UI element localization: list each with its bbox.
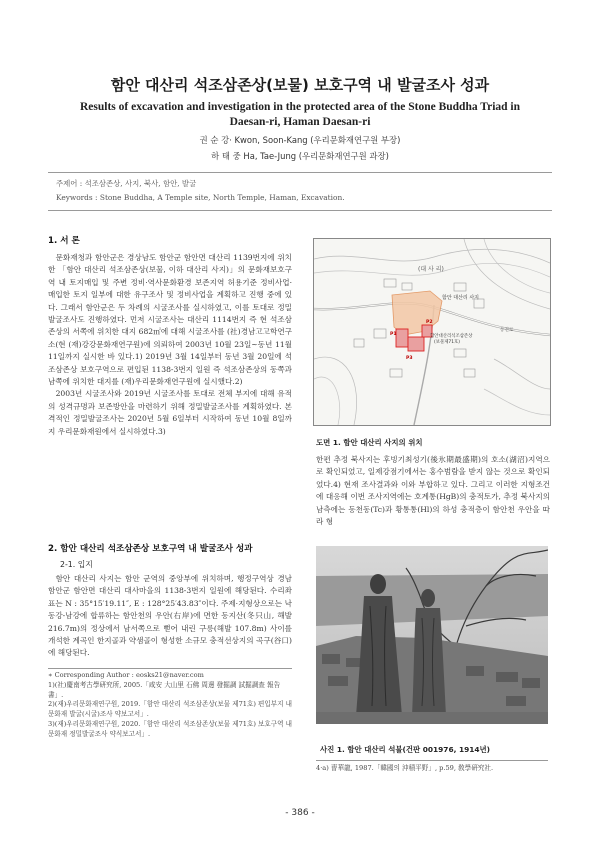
section-2-heading: 2. 함안 대산리 석조삼존상 보호구역 내 발굴조사 성과 xyxy=(48,544,253,554)
photo-drawing xyxy=(316,546,548,724)
corresponding-author: ∗ Corresponding Author : eosks21@naver.com xyxy=(48,671,204,679)
keywords-korean: 주제어 : 석조삼존상, 사지, 북사, 함안, 발굴 xyxy=(56,179,197,188)
section-2-1-heading: 2-1. 입지 xyxy=(60,560,93,569)
author-1: 권 순 강· Kwon, Soon-Kang (우리문화재연구원 부장) xyxy=(199,135,401,145)
page-number: - 386 - xyxy=(285,808,315,818)
author-2: 하 태 중 Ha, Tae-Jung (우리문화재연구원 과장) xyxy=(211,151,389,161)
english-title-line1: Results of excavation and investigation in the protected area of the Stone Buddha Triad in xyxy=(79,101,520,113)
map-drawing xyxy=(314,239,550,425)
map-label-p2: P2 xyxy=(426,320,433,325)
section-1-paragraph: 2003년 시굴조사와 2019년 시굴조사를 토대로 전체 부지에 대해 유적의 성격규명과 보존방안을 마련하기 위해 정밀발굴조사를 계획하였다. 본격적인 정밀발굴조사는 2020년 5월 6일부터 시작하여 동년 10월 8일까지 우리문화재원에서 실시하였다.3) xyxy=(48,389,292,436)
map-label-road: 동전로 xyxy=(500,328,514,333)
map-label-site: 함안 대산리 사지 xyxy=(442,295,479,301)
footnote-3: 3)(재)우리문화재연구원, 2020.「함안 대산리 석조삼존상(보물 제71호) 보호구역 내 문화재 정밀발굴조사 약식보고서」. xyxy=(48,719,292,738)
right-column-body xyxy=(316,454,550,528)
footnote-4: 4·a) 曺華龍, 1987.「韓國의 沖積平野」, p.59, 敎學硏究社. xyxy=(316,764,494,772)
map-label-village: (대 사 리) xyxy=(418,266,444,273)
english-title-line2: Daesan-ri, Haman Daesan-ri xyxy=(229,116,371,128)
section-1-heading: 1. 서 론 xyxy=(48,236,80,246)
map-label-treasure: (보물제71호) xyxy=(434,340,460,345)
page-title: 함안 대산리 석조삼존상(보물) 보호구역 내 발굴조사 성과 xyxy=(110,76,490,94)
section-2-paragraph: 함안 대산리 사지는 함안 군역의 중앙부에 위치하며, 행정구역상 경남 함안군 함안면 대산리 대사마을의 1138-3번지 일원에 해당된다. 수리좌표는 N : 35°15′19.11″, E : 128°25′43.83″이다. 주제·지형상으로는 낙동강-남강에 합류하는 함안천의 우안(右岸)에 면한 동지산(冬只山, 해발 216.7m)의 정상에서 남서쪽으로 뻗어 내린 구릉(해발 107.8m) 사이를 개석한 계곡인 한지골과 약샘골이 형성한 소규모 충적선상지의 곡구(谷口)에 해당된다. xyxy=(48,574,292,658)
stone-buddha-photo xyxy=(316,546,548,724)
footnote-2: 2)(재)우리문화재연구원, 2019.「함안 대산리 석조삼존상(보물 제71호) 편입부지 내 문화재 발굴(시굴)조사 약보고서」. xyxy=(48,700,292,719)
footnote-divider xyxy=(48,668,292,669)
footnotes-right xyxy=(316,764,548,774)
section-2-body xyxy=(48,573,292,660)
keywords-english: Keywords : Stone Buddha, A Temple site, North Temple, Haman, Excavation. xyxy=(56,193,345,202)
footnote-divider-right xyxy=(316,760,548,761)
footnotes-left xyxy=(48,671,292,740)
keywords-box xyxy=(48,172,552,211)
map-label-protect: 함안대산리석조삼존상 xyxy=(430,334,473,339)
footnote-1: 1)(社)慶南考古學硏究所, 2005.「咸安 大山里 石佛 周邊 發掘調 試掘調查 報告書」. xyxy=(48,680,281,699)
figure-1-caption: 도면 1. 함안 대산리 사지의 위치 xyxy=(316,438,423,447)
section-1-paragraph: 문화재청과 함안군은 경상남도 함안군 함안면 대산리 1139번지에 위치한 「함안 대산리 석조삼존상(보물, 이하 대산리 사지)」의 문화재보호구역 내 토지매입 및 주변 정비·역사문화환경 보존지역 허용기준 정비사업·매입한 토지 일부에 대한 유구조사 및 정비사업을 계획하고 진행 중에 있다. 그래서 함안군은 두 차례의 시굴조사를 실시하였고, 이를 토대로 정밀발굴조사도 진행하였다. 먼저 시굴조사는 대산리 1114번지 즉 현 석조삼존상의 서쪽에 위치한 대지 682㎡에 대해 시굴조사를 (社)경남고고학연구소(현 (재)강강문화재연구원)에 의뢰하여 2003년 10월 23일~동년 11월 11일까지 실시한 바 있다.1) 2019년 3월 14일부터 동년 3월 20일에 석조삼존상 보호구역으로 편입된 1138-3번지 일원 즉 석조삼존상의 동쪽과 남쪽에 위치한 대지를 (재)우리문화재연구원에 실시했다.2) xyxy=(48,253,292,387)
section-1-body xyxy=(48,252,292,438)
english-title xyxy=(40,100,560,130)
map-label-p3: P3 xyxy=(406,356,413,361)
site-location-map xyxy=(313,238,551,426)
right-column-paragraph: 한편 추정 북사지는 후빙기최성기(後氷期最盛期)의 호소(湖沼)지역으로 확인되었고, 일제강점기에서는 홍수범람을 받지 않는 것으로 확인되었다.4) 현재 조사결과와 이와 부합하고 있다. 그리고 이러한 지형조건에 대응해 이번 조사지역에는 호계통(HgB)의 충적토가, 추정 북사지의 남측에는 동천동(Tc)과 황통통(Hl)의 하성 충적층이 함안천 우안을 따라 형 xyxy=(316,455,550,527)
photo-1-caption: 사진 1. 함안 대산리 석불(건판 001976, 1914년) xyxy=(320,745,491,754)
map-label-p1: P1 xyxy=(390,332,397,337)
